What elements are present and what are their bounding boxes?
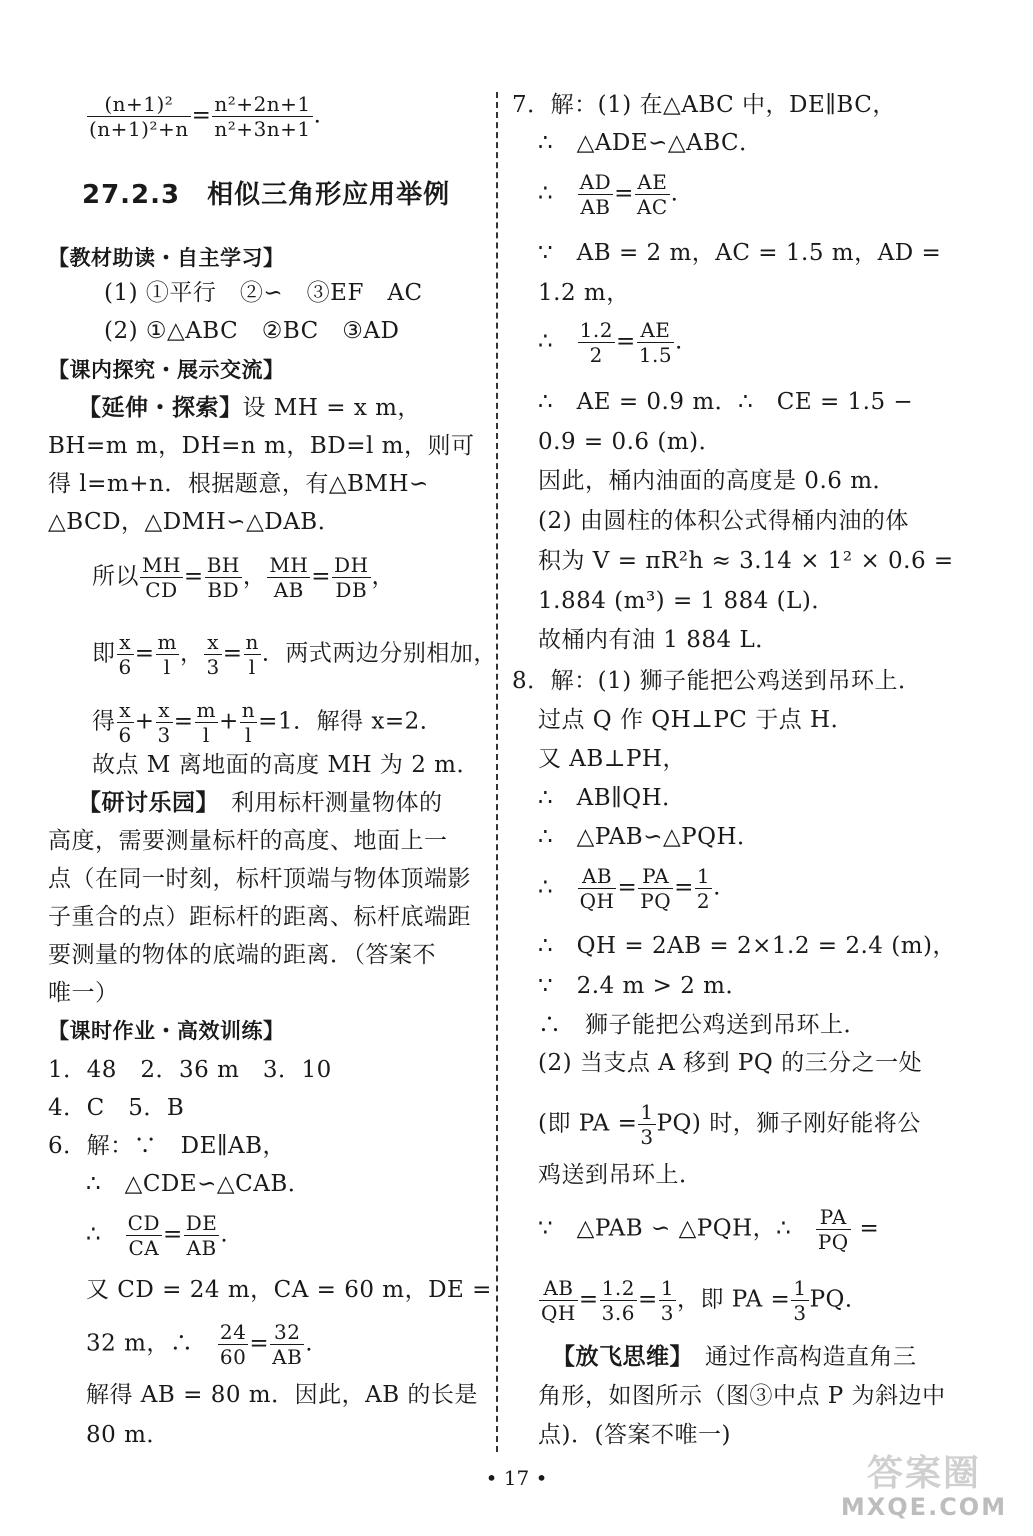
open-thinking-line: 角形，如图所示（图③中点 P 为斜边中 xyxy=(538,1383,946,1409)
q6-line: 又 CD = 24 m，CA = 60 m，DE = xyxy=(86,1277,492,1303)
q8-line: ∵ 2.4 m > 2 m． xyxy=(538,973,749,999)
q8-line: 鸡送到吊环上． xyxy=(538,1162,703,1188)
q8-line: 过点 Q 作 QH⊥PC 于点 H． xyxy=(538,707,855,733)
extension-label: 【延伸・探索】 xyxy=(78,395,243,421)
extension-line: BH=m m，DH=n m，BD=l m，则可 xyxy=(48,433,475,459)
q8-fraction-line: (即 PA = $\frac{1}{3}$ PQ) 时，狮子刚好能将公 xyxy=(538,1100,921,1149)
discussion-line: 子重合的点）距标杆的距离、标杆底端距 xyxy=(48,904,471,930)
discussion-label: 【研讨乐园】 xyxy=(78,790,208,816)
q8-line: ∴ QH = 2AB = 2×1.2 = 2.4 (m)， xyxy=(538,933,956,959)
fraction: $\frac{\text{(n+1)²}}{\text{(n+1)²+n}}$ xyxy=(89,92,189,141)
q7-line: 故桶内有油 1 884 L． xyxy=(538,627,779,653)
discussion-line: 唯一） xyxy=(48,980,119,1006)
answer-line: (1) ①平行 ②∽ ③EF AC xyxy=(104,280,423,306)
heading-homework: 【课时作业・高效训练】 xyxy=(48,1019,285,1043)
q7-fraction-line: ∴ $\frac{1.2}{2}$ = $\frac{AE}{1.5}$ . xyxy=(538,318,683,367)
q8-fraction-line: ∴ $\frac{AB}{QH}$ = $\frac{PA}{PQ}$ = $\frac{1}{2}$ . xyxy=(538,864,721,913)
q6-line: 6．解：∵ DE∥AB， xyxy=(48,1133,286,1159)
q6-line: 解得 AB = 80 m．因此，AB 的长是 xyxy=(86,1382,478,1408)
q7-line: (2) 由圆柱的体积公式得桶内油的体 xyxy=(538,508,909,534)
q8-line: (2) 当支点 A 移到 PQ 的三分之一处 xyxy=(538,1050,923,1076)
top-fraction-equation: $\frac{\text{(n+1)²}}{\text{(n+1)²+n}}$ = $\frac{\text{n²+2n+1}}{\text{n²+3n+1}}$ . xyxy=(89,92,322,141)
open-thinking-line: 点)．(答案不唯一) xyxy=(538,1422,731,1448)
q6-line: 80 m． xyxy=(86,1422,170,1448)
extension-conclusion: 故点 M 离地面的高度 MH 为 2 m． xyxy=(92,752,480,778)
watermark-logo: 答案圈 MXQE.COM xyxy=(840,1453,1008,1521)
discussion-line: 【研讨乐园】 利用标杆测量物体的 xyxy=(78,790,443,816)
q7-line: ∴ △ADE∽△ABC． xyxy=(538,130,763,156)
q6-line: ∴ △CDE∽△CAB． xyxy=(86,1171,312,1197)
answer-line: (2) ①△ABC ②BC ③AD xyxy=(104,318,400,344)
fraction: $\frac{\text{n²+2n+1}}{\text{n²+3n+1}}$ xyxy=(214,92,311,141)
q6-fraction-line: ∴ $\frac{CD}{CA}$ = $\frac{DE}{AB}$ . xyxy=(86,1211,229,1260)
discussion-line: 点（在同一时刻，标杆顶端与物体顶端影 xyxy=(48,866,471,892)
open-thinking-line: 【放飞思维】 通过作高构造直角三 xyxy=(552,1344,917,1370)
heading-class: 【课内探究・展示交流】 xyxy=(48,358,285,382)
answer-line: 1．48 2．36 m 3．10 xyxy=(48,1057,332,1083)
q8-line: ∴ AB∥QH． xyxy=(538,785,686,811)
heading-textbook: 【教材助读・自主学习】 xyxy=(48,246,285,270)
discussion-line: 要测量的物体的底端的距离．（答案不 xyxy=(48,942,436,968)
q8-line: 8．解：(1) 狮子能把公鸡送到吊环上． xyxy=(512,668,922,694)
q7-line: 0.9 = 0.6 (m)． xyxy=(538,429,723,455)
q8-fraction-line: ∵ △PAB ∽ △PQH，∴ $\frac{PA}{PQ}$ = xyxy=(538,1205,880,1254)
q8-line: ∴ 狮子能把公鸡送到吊环上． xyxy=(538,1012,867,1038)
q6-fraction-line: 32 m，∴ $\frac{24}{60}$ = $\frac{32}{AB}$ . xyxy=(86,1320,314,1369)
q7-fraction-line: ∴ $\frac{AD}{AB}$ = $\frac{AE}{AC}$ . xyxy=(538,170,679,219)
extension-line: 得 l=m+n．根据题意，有△BMH∽ xyxy=(48,471,429,497)
answer-line: 4．C 5．B xyxy=(48,1095,185,1121)
discussion-line: 高度，需要测量标杆的高度、地面上一 xyxy=(48,828,448,854)
q7-line: ∴ AE = 0.9 m．∴ CE = 1.5 − xyxy=(538,389,914,415)
ratio-equation: 所以 $\frac{MH}{CD}$ = $\frac{BH}{BD}$ ， $\frac{MH}{AB}$ = $\frac{DH}{DB}$ ， xyxy=(92,553,396,602)
open-thinking-label: 【放飞思维】 xyxy=(552,1344,682,1370)
extension-line: △BCD，△DMH∽△DAB． xyxy=(48,509,342,535)
page-number: • 17 • xyxy=(485,1466,548,1490)
q7-line: 1.2 m， xyxy=(538,280,630,306)
q7-line: 1.884 (m³) = 1 884 (L)． xyxy=(538,588,835,614)
extension-line: 【延伸・探索】设 MH = x m， xyxy=(78,395,421,421)
de-equation: 得 $\frac{x}{6}$ + $\frac{x}{3}$ = $\frac{m}{l}$ + $\frac{n}{l}$ =1．解得 x=2． xyxy=(92,698,444,747)
q8-line: 又 AB⊥PH， xyxy=(538,746,686,772)
q7-line: 积为 V = πR²h ≈ 3.14 × 1² × 0.6 = xyxy=(538,548,954,574)
q8-line: ∴ △PAB∽△PQH． xyxy=(538,824,761,850)
q8-fraction-line: $\frac{AB}{QH}$ = $\frac{1.2}{3.6}$ = $\frac{1}{3}$ ，即 PA = $\frac{1}{3}$ PQ． xyxy=(541,1276,869,1325)
column-divider xyxy=(496,92,498,1452)
q7-line: 因此，桶内油面的高度是 0.6 m． xyxy=(538,468,897,494)
section-title: 27.2.3 相似三角形应用举例 xyxy=(82,180,451,210)
q7-line: ∵ AB = 2 m，AC = 1.5 m，AD = xyxy=(538,240,942,266)
q7-line: 7．解：(1) 在△ABC 中，DE∥BC， xyxy=(512,92,896,118)
ji-equation: 即 $\frac{x}{6}$ = $\frac{m}{l}$ ， $\frac{x}{3}$ = $\frac{n}{l}$ ．两式两边分别相加， xyxy=(92,630,497,679)
